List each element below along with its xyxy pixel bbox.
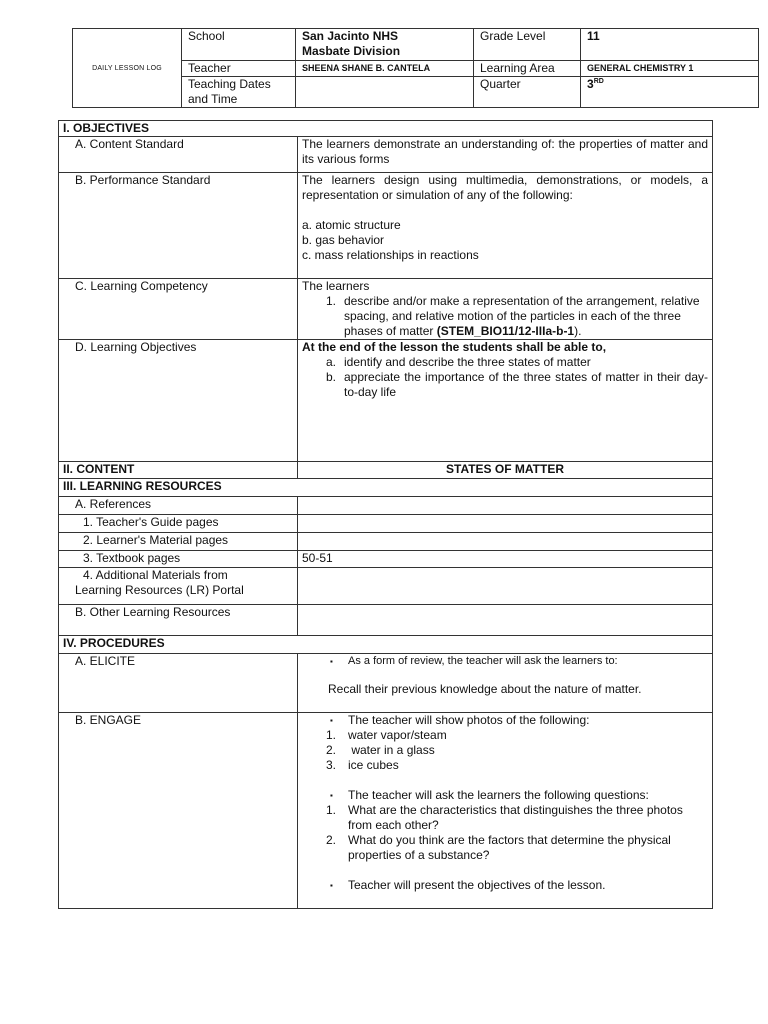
engage-bullet	[302, 713, 708, 728]
grade-label: Grade Level	[474, 29, 581, 61]
additional-materials-value	[298, 568, 713, 605]
performance-item: b. gas behavior	[302, 233, 385, 247]
competency-intro: The learners	[302, 279, 370, 293]
learning-objectives-label: D. Learning Objectives	[59, 340, 298, 462]
performance-item: a. atomic structure	[302, 218, 401, 232]
teacher-value: SHEENA SHANE B. CANTELA	[296, 61, 474, 77]
lo-text: identify and describe the three states of matter	[344, 355, 591, 369]
textbook-label: 3. Textbook pages	[59, 551, 298, 568]
learners-material-label: 2. Learner's Material pages	[59, 533, 298, 551]
performance-intro: The learners design using multimedia, demonstrations, or models, a representation or simulation of any of the following:	[302, 173, 708, 202]
learning-competency-value	[298, 279, 713, 340]
other-resources-value	[298, 605, 713, 636]
school-division: Masbate Division	[302, 44, 401, 58]
additional-materials-label	[59, 568, 298, 605]
question-text: What do you think are the factors that determine the physical properties of a substance?	[348, 833, 671, 862]
references-label: A. References	[59, 497, 298, 515]
bullet-icon: ▪	[330, 716, 333, 725]
header-table	[72, 28, 759, 108]
quarter-suffix: RD	[593, 78, 604, 85]
objectives-heading: I. OBJECTIVES	[59, 121, 713, 137]
content-heading: II. CONTENT	[59, 462, 298, 479]
competency-text: describe and/or make a representation of the arrangement, relative spacing, and relative motion of the particles in each of the three phases of matter	[344, 294, 700, 338]
performance-item: c. mass relationships in reactions	[302, 248, 479, 262]
engage-bullet-text: The teacher will ask the learners the following questions:	[348, 788, 649, 802]
school-name: San Jacinto NHS	[302, 29, 399, 43]
engage-label: B. ENGAGE	[59, 713, 298, 909]
log-title: DAILY LESSON LOG	[73, 29, 182, 108]
quarter-label: Quarter	[474, 77, 581, 108]
additional-materials-line2: Learning Resources (LR) Portal	[75, 583, 244, 597]
teachers-guide-value	[298, 515, 713, 533]
engage-photo-item	[302, 728, 708, 743]
performance-standard-value	[298, 173, 713, 279]
textbook-value: 50-51	[298, 551, 713, 568]
engage-photo-item	[302, 758, 708, 773]
engage-bullet-text: The teacher will show photos of the following:	[348, 713, 590, 727]
dates-label-line1: Teaching Dates	[188, 77, 271, 91]
dates-label-line2: and Time	[188, 92, 238, 106]
elicit-bullet-text: As a form of review, the teacher will ask the learners to:	[348, 655, 618, 667]
elicit-bullet	[302, 654, 708, 669]
performance-standard-label: B. Performance Standard	[59, 173, 298, 279]
question-mark: 2.	[326, 833, 337, 847]
bullet-icon: ▪	[330, 791, 333, 800]
bullet-icon: ▪	[330, 881, 333, 890]
engage-bullet	[302, 878, 708, 893]
learning-competency-label: C. Learning Competency	[59, 279, 298, 340]
lo-mark: b.	[326, 370, 337, 384]
photo-text: water in a glass	[348, 743, 435, 757]
references-value	[298, 497, 713, 515]
other-resources-label: B. Other Learning Resources	[59, 605, 298, 636]
engage-bullet	[302, 788, 708, 803]
engage-question-item	[302, 803, 708, 833]
elicit-value	[298, 654, 713, 713]
teachers-guide-label: 1. Teacher's Guide pages	[59, 515, 298, 533]
elicit-text: Recall their previous knowledge about the nature of matter.	[328, 682, 642, 696]
question-mark: 1.	[326, 803, 337, 817]
learners-material-value	[298, 533, 713, 551]
school-label: School	[182, 29, 296, 61]
competency-close: ).	[574, 324, 582, 338]
area-label: Learning Area	[474, 61, 581, 77]
content-value: STATES OF MATTER	[298, 462, 713, 479]
content-standard-value: The learners demonstrate an understanding of: the properties of matter and its various forms	[298, 137, 713, 173]
learning-objectives-value	[298, 340, 713, 462]
photo-text: water vapor/steam	[348, 728, 447, 742]
photo-mark: 3.	[326, 758, 337, 772]
engage-bullet-text: Teacher will present the objectives of the lesson.	[348, 878, 606, 892]
engage-value	[298, 713, 713, 909]
question-text: What are the characteristics that distinguishes the three photos from each other?	[348, 803, 683, 832]
resources-heading: III. LEARNING RESOURCES	[59, 479, 713, 497]
additional-materials-line1: 4. Additional Materials from	[83, 568, 228, 582]
lo-text: appreciate the importance of the three states of matter in their day-to-day life	[344, 370, 708, 399]
dates-value	[296, 77, 474, 108]
engage-photo-item	[302, 743, 708, 758]
photo-text: ice cubes	[348, 758, 399, 772]
lo-intro: At the end of the lesson the students shall be able to,	[302, 340, 607, 354]
procedures-heading: IV. PROCEDURES	[59, 636, 713, 654]
grade-value: 11	[581, 29, 759, 61]
quarter-number: 3	[587, 77, 594, 91]
photo-mark: 1.	[326, 728, 337, 742]
content-standard-label: A. Content Standard	[59, 137, 298, 173]
lo-item	[302, 355, 708, 370]
competency-item	[302, 294, 708, 339]
quarter-value	[581, 77, 759, 108]
photo-mark: 2.	[326, 743, 337, 757]
elicit-label: A. ELICITE	[59, 654, 298, 713]
bullet-icon: ▪	[330, 657, 333, 666]
lo-mark: a.	[326, 355, 337, 369]
school-value	[296, 29, 474, 61]
lo-item	[302, 370, 708, 400]
competency-code: (STEM_BIO11/12-IIIa-b-1	[436, 324, 575, 338]
area-value: GENERAL CHEMISTRY 1	[581, 61, 759, 77]
dates-label	[182, 77, 296, 108]
teacher-label: Teacher	[182, 61, 296, 77]
lesson-table	[58, 120, 713, 909]
engage-question-item	[302, 833, 708, 863]
competency-number: 1.	[326, 294, 337, 308]
